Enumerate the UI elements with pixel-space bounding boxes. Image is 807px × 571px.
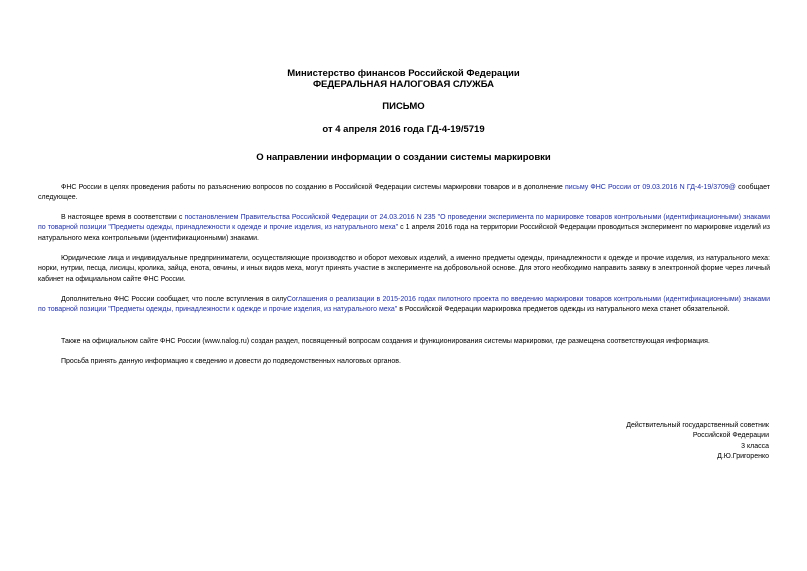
paragraph-6: Просьба принять данную информацию к сведению и довести до подведомственных налоговых органов. [61, 358, 401, 365]
signature-title-line-2: Российской Федерации [692, 432, 769, 440]
signature-title-line-1: Действительный государственный советник [626, 422, 769, 429]
paragraph-2 [38, 213, 770, 244]
paragraph-3: Юридические лица и индивидуальные предприниматели, осуществляющие производство и оборот меховых изделий, а именно предметы одежды, принадлежности к одежде и прочие изделия, из натурального меха: норки, нутрии, песца, лисицы, кролика, зайца, енота, овчины, и иных видов меха, могут принять участие в эксперименте на добровольной основе. Для этого необходимо направить заявку в электронной форме через личный кабинет на официальном сайте ФНС России. [38, 255, 770, 283]
signature-title-line-3: 3 класса [741, 442, 769, 450]
signature-name: Д.Ю.Григоренко [717, 453, 769, 461]
link-pilot-agreement[interactable]: Соглашения о реализации в 2015-2016 годах пилотного проекта по введению маркировки товаров контрольными (идентификационными) знаками по товарной позиции "Предметы одежды, принадлежности к одежде и прочие изделия, из натурального меха" [38, 296, 770, 314]
paragraph-4-text-start: Дополнительно ФНС России сообщает, что после вступления в силу [61, 296, 287, 303]
link-fns-letter[interactable]: письму ФНС России от 09.03.2016 N ГД-4-19/3709@ [564, 184, 736, 191]
document-date-number: от 4 апреля 2016 года ГД-4-19/5719 [322, 124, 485, 135]
paragraph-4-text-end: в Российской Федерации маркировка предметов одежды из натурального меха станет обязательной. [397, 306, 730, 314]
document-type: ПИСЬМО [382, 101, 425, 112]
paragraph-1 [38, 183, 770, 204]
link-government-resolution[interactable]: постановлением Правительства Российской Федерации от 24.03.2016 N 235 "О проведении эксперимента по маркировке товаров контрольными (идентификационными) знаками по товарной позиции "Предметы одежды, принадлежности к одежде и прочие изделия, из натурального меха" [38, 214, 770, 232]
signature-block [509, 421, 769, 463]
paragraph-4 [38, 295, 770, 316]
ministry-heading: Министерство финансов Российской Федерации [287, 68, 520, 79]
paragraph-5: Также на официальном сайте ФНС России (www.nalog.ru) создан раздел, посвященный вопросам создания и функционирования системы маркировки, где размещена соответствующая информация. [61, 338, 710, 345]
paragraph-1-text-end: сообщает следующее. [38, 184, 770, 202]
service-heading: ФЕДЕРАЛЬНАЯ НАЛОГОВАЯ СЛУЖБА [312, 79, 495, 90]
paragraph-2-text-end: с 1 апреля 2016 года на территории Российской Федерации проводиться эксперимент по маркировке изделий из натурального меха контрольными (идентификационными) знаками. [38, 224, 770, 242]
document-subject: О направлении информации о создании системы маркировки [256, 152, 551, 163]
paragraph-2-text-start: В настоящее время в соответствии с [61, 214, 185, 221]
paragraph-1-text-start: ФНС России в целях проведения работы по разъяснению вопросов по созданию в Российской Федерации системы маркировки товаров и в дополнение [61, 184, 565, 191]
